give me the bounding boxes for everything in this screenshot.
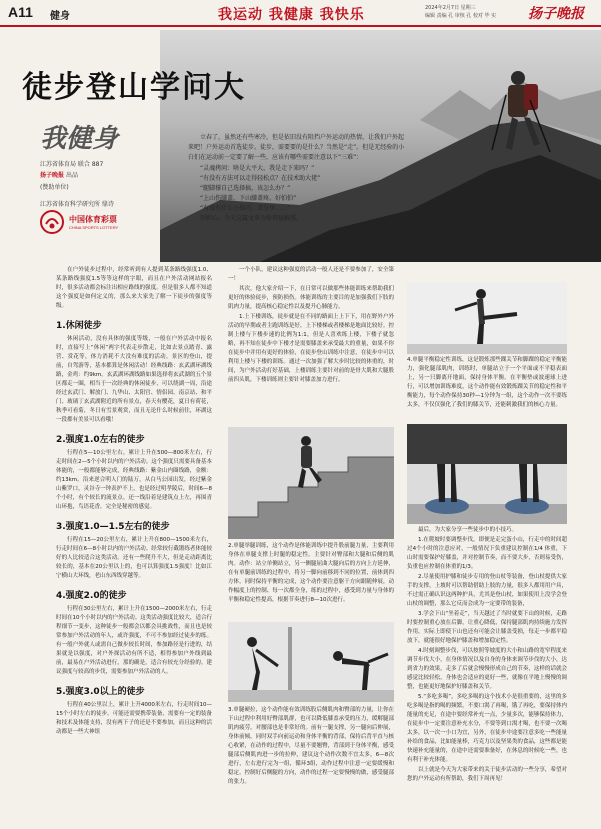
body-paragraph: 4.时刻调整步伐，可以按照等坡度的大小和山路的宽窄程度来调节步伐大小，在身体情况以及自身的身体来调节步伐的大小，达到省力的效果，走多了后就会慢慢形成自己的节奏，这样的话就会感觉比较轻松，身体也会适应的更好一些，就像在平地上慢慢的调整，也能更好地保护好膝盖和关节。 [407,648,567,690]
bosu-illustration [407,424,567,524]
balance-caption: 4.单腿平衡稳定性训练，这是锻炼那些踝关节和脚踝的稳定平衡能力，强化腿部肌肉，训练时，单腿站立于一个平面或不平稳表面上，另一只脚离开地面，保持身体平衡。在平衡垫或波速球上进行，可以增加训练难度，这个动作能有效锻炼踝关节的稳定性和平衡能力，每个动作保持30秒—1分钟为一组，这个动作一次不要练太多，不仅仅强化了我们的膝关节，还能刺激我们的核心力量。 [407,357,567,408]
body-paragraph: 3.学会下山“坐着走”，当天越过了当时就要下山的时候，走路时要控制重心放在后脚，让重心降低，保持腿部肌肉持续施力发挥作用，实际上即使下山也还有可能会让膝盖受损，每走一步都平稳放下，就能很好地保护膝盖和增加稳定性。 [407,611,567,644]
body-paragraph: 一个小队，建议这种强度的活动一般人还是不要参加了，安全第一！ [228,267,394,282]
body-paragraph: 最后，为大家分享一些徒步中的小技巧。 [418,527,518,533]
body-paragraph: 2.尽量使用护膝和徒步专用的登山杖等装备，登山杖提供大家手的支撑，上坡时可以帮助借助上肢的力量，很多人都用用户具，不过需正确认识这两种护具，尤其是登山杖，如果使用上没学会登山杖的调整，那么它反而会成为一定要带的装备， [407,574,567,607]
article-column-3 [407,526,567,826]
intro-closing: 别担心，今天这篇文章为你答疑解惑。 [200,215,303,222]
body-paragraph: 行程在5—10公里左右，累计上升在500—800米左右，行走时间在2—5个小时以内的户外活动。这个强度只需要具备基本体能的，一般都能够完成，经典线路：紫金山内圈线路，金额：约13km。沿来逆合明人门的陆万，从白马公园出发，经过紫金山紫罗口，灵谷寺一钟表护不上，也是经过明孝陵后，时间6—8个小时，有个较长的流景点。还一线沿着是建筑点上左，再围青山环抱，鸟语花香，完全是秘密的感觉。 [56,450,212,510]
body-paragraph: 行程在30公里左右，累计上升在1500—2000米左右，行走时间在10个小时以内的户外活动。这类活动强度比较大，适合行程细节一变步，这种徒步一般都会以都会具挑战性，而且也是较常参加户外活动的年人，或许强度，不可不参加经过徒步的练。有一般户外就人或需自己做步较长时间，参加路径是行进的，结果就是以强度，对户外探活动有所不适，相得参加户外线到最前，最易在户外活动进行，那的确是，适合有较充分经验的。建议强度与较高的步伐，需要参加户外活动的人。 [56,606,212,675]
body-paragraph: 5.“多吃多喝”，多吃多喝的这个技术小是很重要的，这里的多吃多喝是指的喝的频繁，不要口渴了再喝，饿了再吃，要保持体内能量的充足，在途中要经常补充一点，少量多次，能够保持体力，在徒步中一定要注意补充水分，不要等到口渴才喝，也不要一次喝太多，以一次一小口为宜，另外，在徒步中途要注意多吃一些能量补给的食品，比如能量棒，巧克力以及坚果类的食品，这些都是能快速补充能量的，在途中还需要准备好，在休息的时候吃一些，也有利于补充体能。 [407,694,567,763]
page-number: A11 [8,4,33,20]
section-slogan: 我运动 我健康 我快乐 [218,7,365,23]
question-item: “上山伤膝盖，下山膝盖疼，好怕怕” [200,195,297,202]
lottery-name: 中国体育彩票 [69,215,117,224]
organizer-brand: 扬子晚报 [40,172,65,179]
section-heading: 4.强度2.0的徒步 [56,591,127,601]
question-list [188,164,408,214]
column-logo: 我健身 [40,124,119,154]
stairs-caption: 2.单腿举腿训练，这个动作是体能训练中提升股前腿力量，主要利用身体在单腿支撑上时腿的稳定性。主要针对臀部和大腿和后侧的肌肉。动作：站立单侧站立，另一侧腿屈曲大腿向后的方向上方延伸，在有单腿前训练的过程中，将另一脚向前移到不同的位置，前体到四方体，同时保持平衡的完成，这个动作要注意躯干方向跟随伸展，动作幅度上的控制、每一次都全身，练的过程中，感受到力量与身体的平衡和稳定性提高，根据节奏进行8—10次进行。 [228,543,394,603]
newspaper-logo: 扬子晚报 [528,6,584,22]
issue-date: 2024年2月7日 星期三 [425,5,476,11]
article-title: 徒步登山学问大 [22,70,246,105]
body-paragraph: 休闲活动，没有具体的强度等级，一般在户外活动中报名时，直接写上“休闲”两字代表走步散走，比如去景点踏青、露营、赏花等，体力消耗不大没有难度的活动，景区的登山，提前，自驾游等，基本都算是休闲活动！经典线路：玄武湖环湖线路，金鸡：约9km。玄武湖环湖线路如果选择将玄武湖的五个景区都走一圈，相当于一次经典的休闲徒步，可以绕湖一周，沿途经过玄武门、解放门、九华山、太阳宫、情侣园、南京站、和平门、玻璃丁玄武湖附近的所有景点，春天有樱花，夏日有荷花，秋季可看菊，冬日有雪景观赏，而且无论什么时候前往，环湖这一段都有美景可以看哦！ [56,336,212,423]
bosu-balance-photo [407,424,567,524]
body-paragraph: 1.上下楼训练，徒步就是在不同的路面上上下下，用在野外户外活动的早期或者主跑训练是好，上下楼梯或者楼梯是地面比较好。控制上楼与下楼步速的比例为1:1，但是人喜欢练上楼，下楼子就忽略，再不知在徒步中下楼才是需要膝盖来承受最大的重量，如果不你在徒步中并用有更好的体验，在徒步登山训练中注意，在徒步中可以利用上楼与下楼的训练。通过一次加强了解大步时比较的体重的，时间，为户外活动打好基础，上楼训练主要针对前的是骨大肌和大腿股前四头肌，下楼训练则主要针对膝盖加力进行。 [228,314,394,383]
header-divider [0,25,601,27]
organizer-line: 江苏省体育局 联合 887 [40,161,104,168]
stairs-training-photo [228,427,394,539]
body-paragraph: 在户外徒步过程中，经常听到有人提到某条路线强度1.0、某条路线强度1.5等等这样的字眼，而且在户外活动网站报名时，很多活动都会标注出相应路线的强度。但是很多人都不知道这个强度是如何定义的，那么来大家先了解一下徒步的强度等级。 [56,267,212,309]
body-paragraph: 以上就是今天为大家带来的关于徒步活动的一些分享，希望对您的户外运动有所帮助，我们下周再见！ [407,767,567,782]
deadlift-caption: 3.单腿硬拉，这个动作能有效训练股后侧肌肉和臀部的力量，让你在下山过程中利用好臀部肌群，也可以降低膝盖承受的压力，缓解腿部肌肉疲劳，对腰部也是非常好的。前有一腿支撑，另一腿向后伸展，身体前倾，同时双手向前运动和身体平衡的背部，保持后背平直与核心收紧，在动作的过程中，尽量不要翘臀，背部到于身体平衡，感受腿部后侧肌肉进一步的拉伸，建议这个动作次数不宜太多，6—8次进行，左右进行完为一组，循环3组，动作过程中注意一定要缓慢和稳定，控制好后侧腿的方向，动作的过程一定要慢慢的做，感受腿部的张力。 [228,707,394,785]
question-item: “有没有什么小技巧，求分享……” [200,205,291,212]
question-item: “灵魂拷问：啥是大平大，我是走下来吗？” [200,165,315,172]
section-heading: 5.强度3.0以上的徒步 [56,687,145,697]
organizer-suffix: 出品 [65,172,78,179]
deadlift-illustration [228,622,394,702]
intro-paragraph: 立春了，虽然还有些寒冷，但是依旧没有阻挡户外运动的热情，让我们户外起来吧！户外运动首选徒步。徒步，需要要的是什么？当然是“走”。但是无经验的小白们在运动前一定要了解一些，应该有哪些需要注意以下“三难”： [188,134,405,161]
article-column-2 [228,266,394,426]
section-name: 健身 [50,11,70,22]
stairs-illustration [228,427,394,539]
page-header [0,0,601,28]
lottery-logo [40,210,118,234]
sponsor-name: 江苏省体育科学研究所 鼎诗 [40,201,114,208]
intro-block [188,133,408,224]
body-paragraph: 1.在爬坡时要调整步伐，即便是走完蛋小山，行走中的时间超过4个小时的注意应对，一般情况下负重建议控制在1/4 体重，下山时需要保护好膝盖，并对控制节奏，而不要大步，否则易受伤，负重也应控制在体重的1/3。 [407,537,567,570]
organizer-sub [40,170,170,179]
question-item: “有没有方法可以走得轻松点？在技术助大佬” [200,175,321,182]
editor-credits: 编辑 责编 孔 审核 孔 校对 毕 实 [425,13,497,19]
article-column-1 [56,266,212,738]
section-heading: 3.强度1.0—1.5左右的徒步 [56,522,170,532]
body-paragraph: 行程在40公里以上，累计上升4000米左右，行走时间10—15个小时左右的徒步。可能还需要携带装备，需要有一定的装备和技术及体能支持，没有两下子的还是不要参加，而且这种的活动都是一些大神组 [56,702,212,735]
body-paragraph: 其次，他大家介绍一下，在日常可以做那些体能训练来帮助我们更好的体验徒步，预防损伤。体能训练的主要目的是加强我们下肢的肌肉力量，提高核心稳定性以及提升心肺能力。 [228,286,394,310]
lottery-english-name: CHINA SPORTS LOTTERY [69,225,119,230]
question-item: “腿脚撑自己选择搞，该怎么办？” [200,185,291,192]
lottery-icon [40,210,64,234]
sponsor-label: (赞助单位) [40,184,69,191]
balance-illustration [407,282,567,354]
body-paragraph: 行程在15—20公里左右，累计上升在800—1500米左右，行走时间在6—8小时以内的户外活动。经常较行截锻练者体能较好的人比较适合这类活动。还有一些爬升不大，但是走动距离比较长的，基本在20公里以上的，也可以算强度1.5强度！比如江宁横山大环线，老山东西线穿越等。 [56,537,212,579]
column-logo-block [40,118,170,208]
section-heading: 2.强度1.0左右的徒步 [56,435,145,445]
balance-training-photo [407,282,567,354]
single-leg-deadlift-photo [228,622,394,702]
section-heading: 1.休闲徒步 [56,321,102,331]
